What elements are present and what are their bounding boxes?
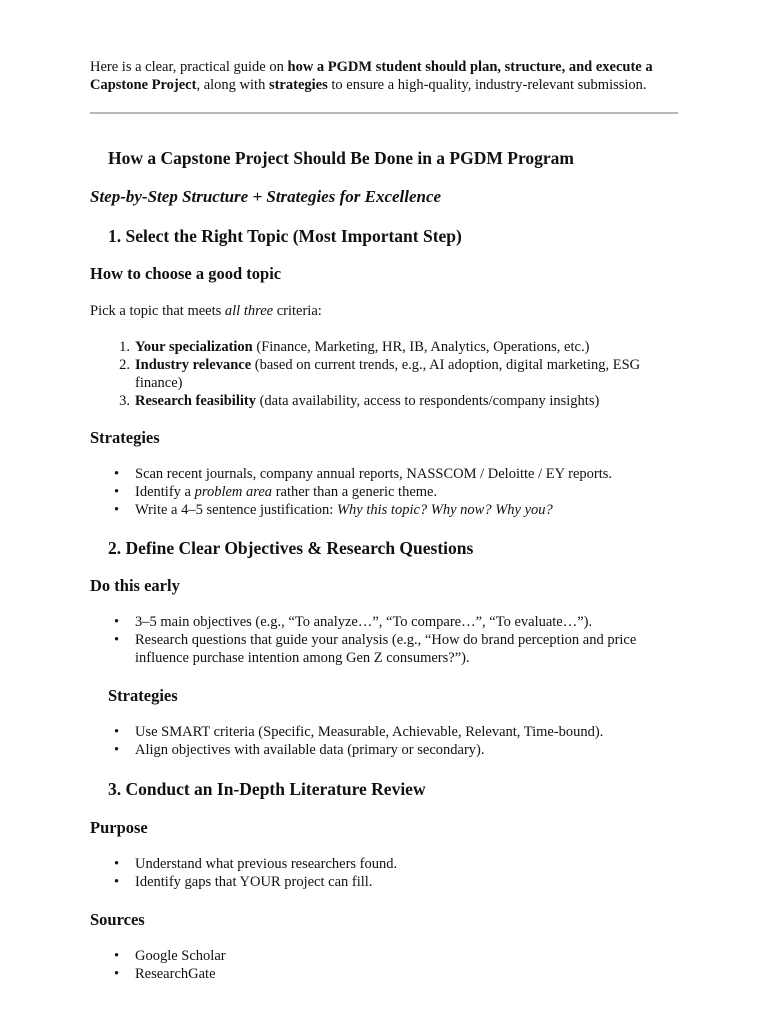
bullet-icon: • [114,632,120,648]
section-1-heading: 1. Select the Right Topic (Most Important Step) [108,226,462,246]
bullet-icon: • [114,966,120,982]
section-3-heading: 3. Conduct an In-Depth Literature Review [108,779,426,799]
document-subtitle: Step-by-Step Structure + Strategies for Excellence [90,187,442,206]
list-item: 2. Industry relevance (based on current trends, e.g., AI adoption, digital marketing, ESG finance) [119,357,641,391]
list-item: • Google Scholar [114,948,226,964]
list-item: • 3–5 main objectives (e.g., “To analyze…”, “To compare…”, “To evaluate…”). [114,614,593,630]
list-item: • Align objectives with available data (primary or secondary). [114,742,485,758]
list-item: • Understand what previous researchers found. [114,856,398,872]
bullet-icon: • [114,724,120,740]
criteria-list [90,338,680,410]
list-item: • Write a 4–5 sentence justification: Why this topic? Why now? Why you? [114,502,553,518]
section-3-purpose-list [90,855,680,891]
list-item: • Identify a problem area rather than a generic theme. [114,484,438,500]
section-3-sources-heading: Sources [90,910,145,929]
bullet-icon: • [114,874,120,890]
intro-paragraph [90,58,690,94]
list-item: • Use SMART criteria (Specific, Measurable, Achievable, Relevant, Time-bound). [114,724,604,740]
bullet-icon: • [114,484,120,500]
section-1-paragraph: Pick a topic that meets all three criteria: [90,303,322,319]
horizontal-rule [90,112,678,114]
section-3-purpose-heading: Purpose [90,818,148,837]
section-2-heading: 2. Define Clear Objectives & Research Questions [108,538,474,558]
list-item: • Identify gaps that YOUR project can fill. [114,874,373,890]
section-2-strategies-heading: Strategies [108,686,178,705]
list-item: 3. Research feasibility (data availability, access to respondents/company insights) [119,393,600,409]
intro-text: , along with [196,77,269,93]
bullet-icon: • [114,742,120,758]
list-item: • Research questions that guide your analysis (e.g., “How do brand perception and price influence purchase intention among Gen Z consumers?”). [114,632,637,666]
section-2-list [90,613,680,667]
intro-text: to ensure a high-quality, industry-relevant submission. [327,77,647,93]
bullet-icon: • [114,948,120,964]
section-2-strategies-list [90,723,680,759]
section-1-strategies-heading: Strategies [90,428,160,447]
bullet-icon: • [114,856,120,872]
section-1-strategies-list [90,465,680,519]
bullet-icon: • [114,466,120,482]
document-title: How a Capstone Project Should Be Done in a PGDM Program [108,148,574,168]
intro-bold: strategies [268,77,328,93]
section-2-subheading: Do this early [90,576,180,595]
list-item: • ResearchGate [114,966,216,982]
intro-bold: how a PGDM student should plan, structure, and execute a Capstone Project [90,59,653,93]
bullet-icon: • [114,502,120,518]
intro-text: Here is a clear, practical guide on [90,59,288,75]
list-item: 1. Your specialization (Finance, Marketing, HR, IB, Analytics, Operations, etc.) [119,339,590,355]
list-item: • Scan recent journals, company annual reports, NASSCOM / Deloitte / EY reports. [114,466,613,482]
section-1-subheading: How to choose a good topic [90,264,282,283]
bullet-icon: • [114,614,120,630]
section-3-sources-list [90,947,680,983]
